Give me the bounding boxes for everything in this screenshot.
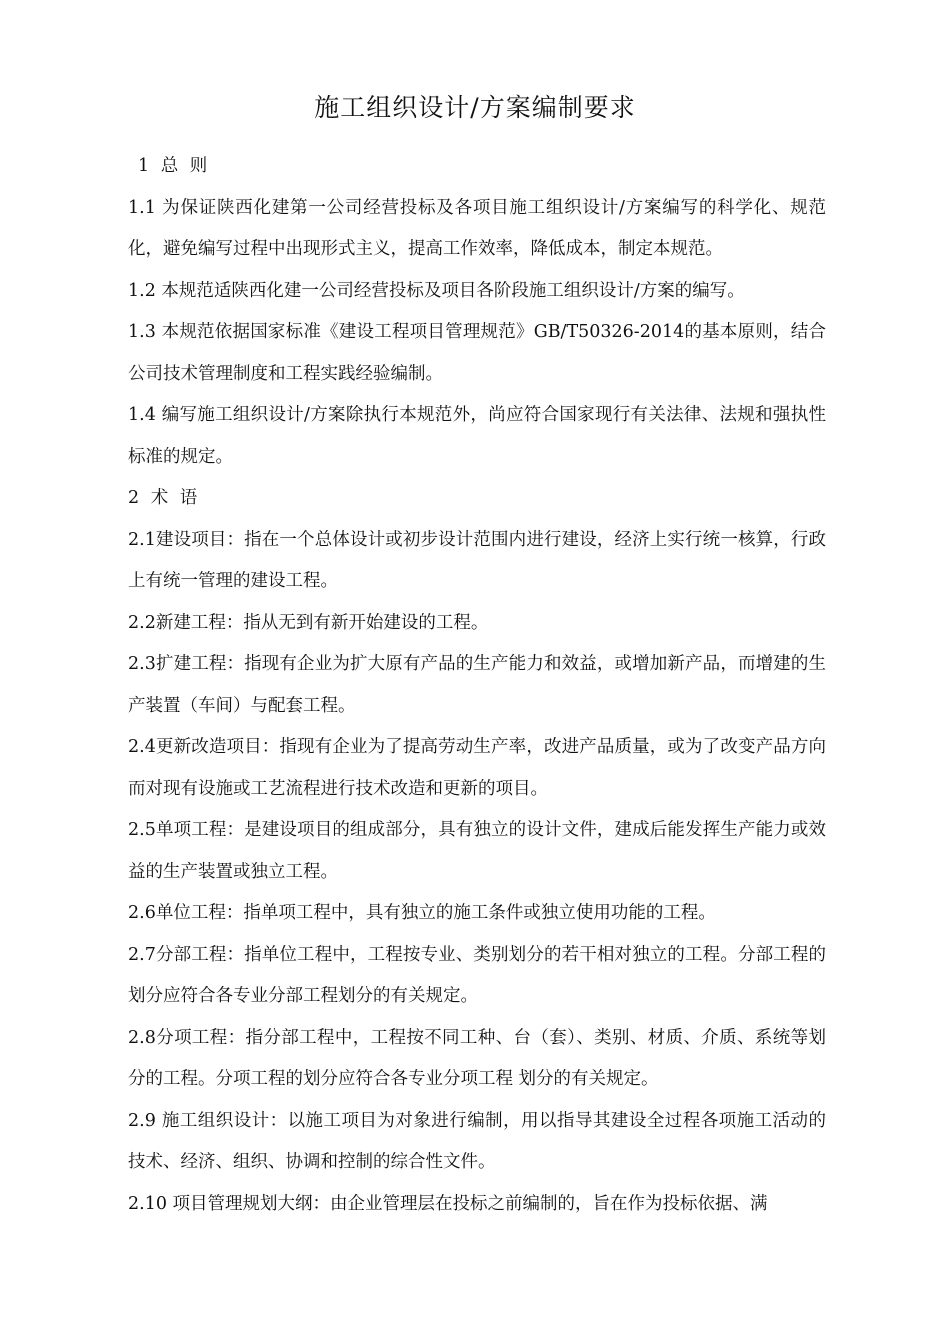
paragraph-2-1: 2.1建设项目：指在一个总体设计或初步设计范围内进行建设，经济上实行统一核算，行政上有统一管理的建设工程。	[128, 529, 826, 591]
paragraph-2-8: 2.8分项工程：指分部工程中，工程按不同工种、台（套）、类别、材质、介质、系统等划分的工程。分项工程的划分应符合各专业分项工程 划分的有关规定。	[128, 1027, 826, 1089]
section-heading-2: 2 术 语	[128, 488, 201, 508]
section-heading-1: 1 总 则	[138, 156, 211, 176]
paragraph-1-4: 1.4 编写施工组织设计/方案除执行本规范外，尚应符合国家现行有关法律、法规和强执性标准的规定。	[128, 405, 826, 467]
paragraph-1-1: 1.1 为保证陕西化建第一公司经营投标及各项目施工组织设计/方案编写的科学化、规范化，避免编写过程中出现形式主义，提高工作效率，降低成本，制定本规范。	[128, 197, 826, 259]
document-body	[128, 146, 826, 1225]
paragraph-2-3: 2.3扩建工程：指现有企业为扩大原有产品的生产能力和效益，或增加新产品，而增建的生产装置（车间）与配套工程。	[128, 654, 826, 716]
paragraph-1-3: 1.3 本规范依据国家标准《建设工程项目管理规范》GB/T50326-2014的基本原则，结合公司技术管理制度和工程实践经验编制。	[128, 322, 826, 384]
paragraph-2-2: 2.2新建工程：指从无到有新开始建设的工程。	[128, 612, 489, 633]
paragraph-2-9: 2.9 施工组织设计：以施工项目为对象进行编制，用以指导其建设全过程各项施工活动的技术、经济、组织、协调和控制的综合性文件。	[128, 1110, 826, 1172]
paragraph-2-7: 2.7分部工程：指单位工程中，工程按专业、类别划分的若干相对独立的工程。分部工程的划分应符合各专业分部工程划分的有关规定。	[128, 944, 826, 1006]
paragraph-2-10: 2.10 项目管理规划大纲：由企业管理层在投标之前编制的，旨在作为投标依据、满	[128, 1193, 768, 1214]
paragraph-2-5: 2.5单项工程：是建设项目的组成部分，具有独立的设计文件，建成后能发挥生产能力或效益的生产装置或独立工程。	[128, 820, 826, 882]
paragraph-2-6: 2.6单位工程：指单项工程中，具有独立的施工条件或独立使用功能的工程。	[128, 903, 716, 923]
paragraph-2-4: 2.4更新改造项目：指现有企业为了提高劳动生产率，改进产品质量，或为了改变产品方向而对现有设施或工艺流程进行技术改造和更新的项目。	[128, 737, 826, 799]
paragraph-1-2: 1.2 本规范适陕西化建一公司经营投标及项目各阶段施工组织设计/方案的编写。	[128, 280, 745, 301]
document-title: 施工组织设计/方案编制要求	[314, 93, 636, 122]
